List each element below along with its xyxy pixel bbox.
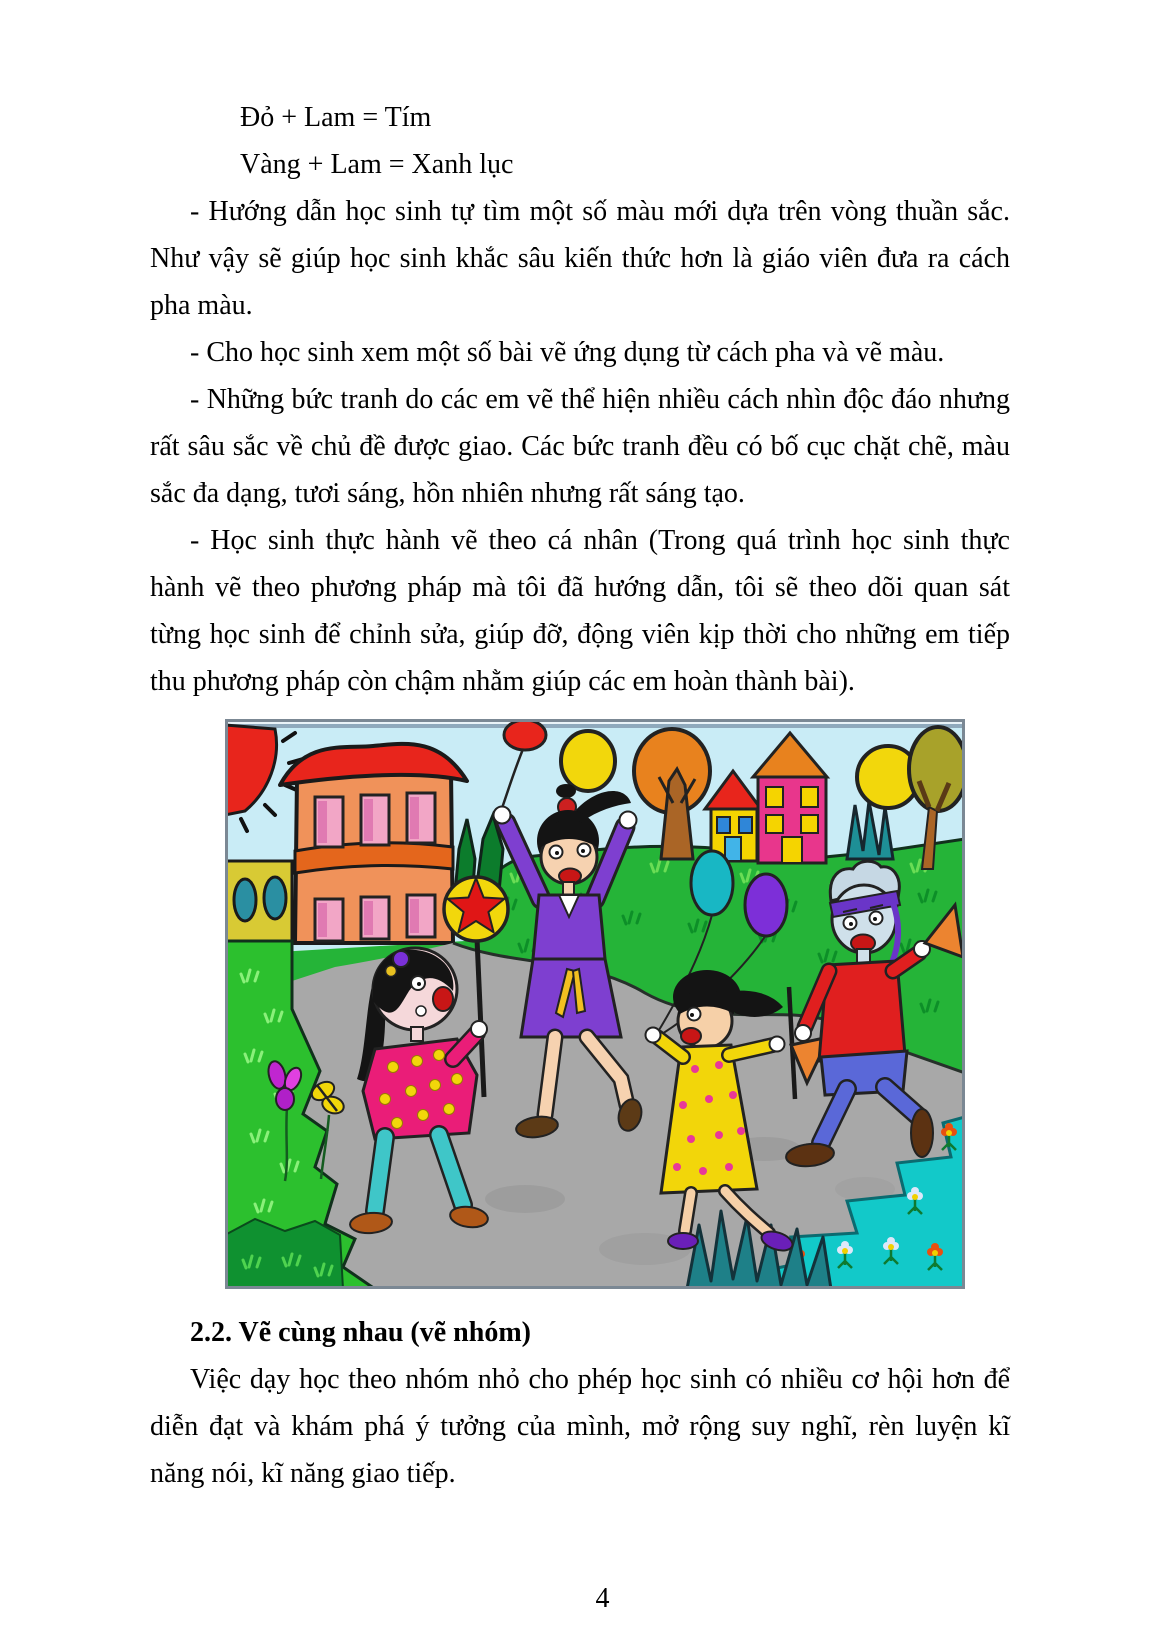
school-building bbox=[280, 744, 467, 943]
top-line bbox=[225, 724, 965, 728]
children-drawing bbox=[225, 719, 965, 1289]
section-heading: 2.2. Vẽ cùng nhau (vẽ nhóm) bbox=[190, 1317, 531, 1348]
children-drawing-figure bbox=[225, 719, 965, 1289]
color-equation: Đỏ + Lam = Tím bbox=[240, 102, 432, 133]
right-hand bbox=[620, 812, 637, 829]
color-equation: Vàng + Lam = Xanh lục bbox=[240, 149, 514, 180]
left-hand bbox=[494, 807, 511, 824]
olive-wall bbox=[225, 861, 292, 941]
yellow-balloon bbox=[561, 731, 615, 791]
paragraph: - Cho học sinh xem một số bài vẽ ứng dụng từ cách pha và vẽ màu. bbox=[190, 337, 945, 368]
page-number: 4 bbox=[595, 1583, 610, 1614]
paragraph: - Hướng dẫn học sinh tự tìm một số màu mới dựa trên vòng thuần sắc. Như vậy sẽ giúp học sinh khắc sâu kiến thức hơn là giáo viên đưa ra cách pha màu. bbox=[150, 196, 1010, 321]
paragraph: - Học sinh thực hành vẽ theo cá nhân (Trong quá trình học sinh thực hành vẽ theo phương pháp mà tôi đã hướng dẫn, tôi sẽ theo dõi quan sát từng học sinh để chỉnh sửa, giúp đỡ, động viên kịp thời cho những em tiếp thu phương pháp còn chậm nhằm giúp các em hoàn thành bài). bbox=[150, 525, 1010, 697]
text-column bbox=[150, 94, 1010, 1622]
paragraph: - Những bức tranh do các em vẽ thể hiện nhiều cách nhìn độc đáo nhưng rất sâu sắc về chủ đề được giao. Các bức tranh đều có bố cục chặt chẽ, màu sắc đa dạng, tươi sáng, hồn nhiên nhưng rất sáng tạo. bbox=[150, 384, 1010, 509]
paragraph: Việc dạy học theo nhóm nhỏ cho phép học sinh có nhiều cơ hội hơn để diễn đạt và khám phá ý tưởng của mình, mở rộng suy nghĩ, rèn luyện kĩ năng nói, kĩ năng giao tiếp. bbox=[150, 1364, 1010, 1489]
